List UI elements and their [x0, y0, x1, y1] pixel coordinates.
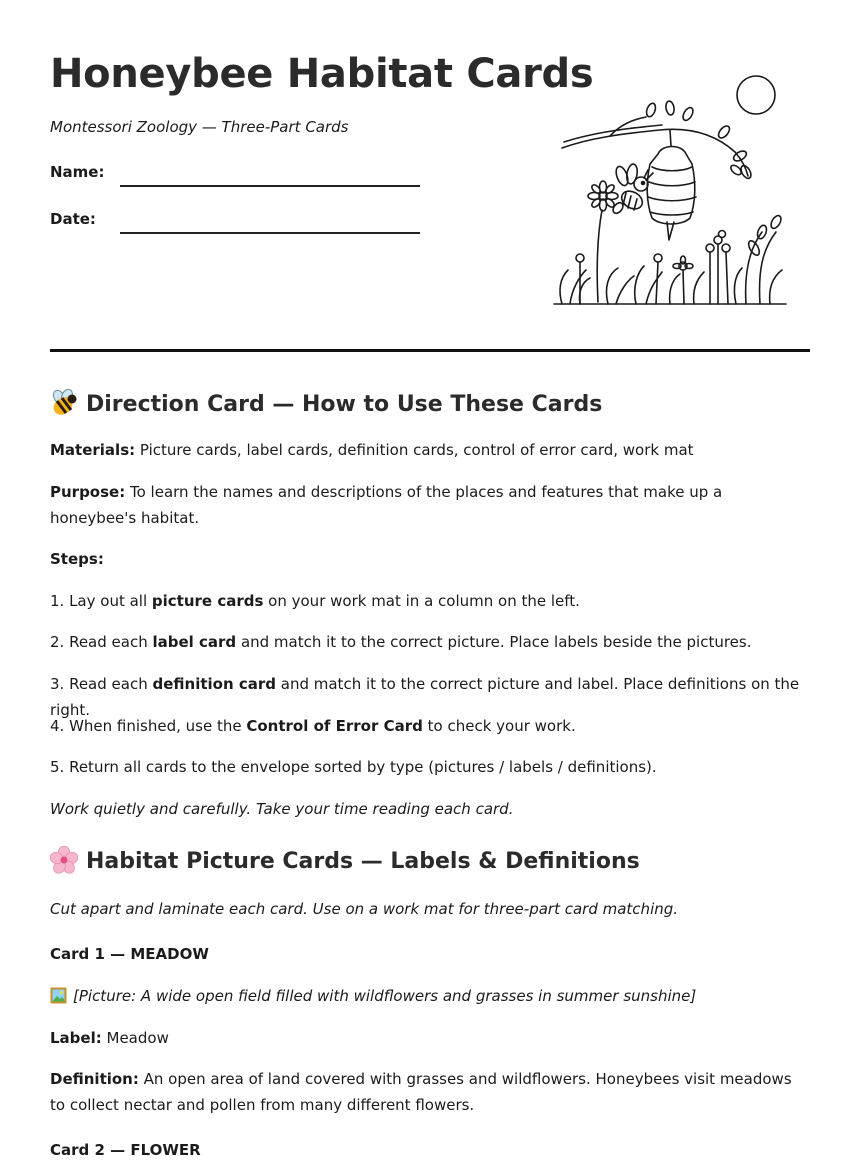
name-field-line[interactable]	[120, 185, 420, 187]
honeybee-hive-garden-illustration	[550, 72, 790, 310]
card-1-definition	[50, 1066, 810, 1118]
step-4-text-end: to check your work.	[422, 717, 576, 735]
step-item	[50, 754, 810, 780]
habitat-heading-text: Habitat Picture Cards — Labels & Definitions	[86, 849, 640, 874]
step-1-text-end: on your work mat in a column on the left.	[263, 592, 580, 610]
page-subtitle: Montessori Zoology — Three-Part Cards	[50, 118, 349, 136]
card-2-title-text: Card 2 — FLOWER	[50, 1141, 201, 1159]
step-item	[50, 588, 810, 614]
card-1-label	[50, 1025, 810, 1051]
step-item	[50, 629, 810, 655]
framed-picture-icon	[50, 987, 67, 1004]
direction-heading-text: Direction Card — How to Use These Cards	[86, 392, 603, 417]
materials-label: Materials:	[50, 441, 136, 459]
card-1-title-text: Card 1 — MEADOW	[50, 945, 209, 963]
step-4-bold: Control of Error Card	[246, 717, 423, 735]
card-2-title	[50, 1137, 810, 1163]
header-divider	[50, 349, 810, 352]
purpose-text: To learn the names and descriptions of the places and features that make up a honeybee's habitat.	[50, 483, 723, 527]
direction-heading	[50, 389, 602, 420]
purpose-paragraph	[50, 479, 810, 531]
card-1-title	[50, 941, 810, 967]
step-2-text: 2. Read each	[50, 633, 153, 651]
step-2-bold: label card	[152, 633, 237, 651]
daisy-flower-icon	[588, 181, 625, 302]
date-field-line[interactable]	[120, 232, 420, 234]
card-1-definition-key: Definition:	[50, 1070, 139, 1088]
steps-label-paragraph	[50, 546, 810, 572]
bee-emoji-icon	[50, 389, 78, 417]
materials-text: Picture cards, label cards, definition cards, control of error card, work mat	[135, 441, 694, 459]
name-label: Name:	[50, 163, 105, 181]
materials-paragraph	[50, 437, 810, 463]
card-1-label-value: Meadow	[101, 1029, 169, 1047]
bee-icon	[614, 163, 653, 212]
cherry-blossom-emoji-icon	[50, 846, 78, 874]
step-2-text-end: and match it to the correct picture. Place labels beside the pictures.	[236, 633, 752, 651]
step-3-bold: definition card	[152, 675, 276, 693]
card-1-picture	[50, 983, 810, 1009]
step-3-text: 3. Read each	[50, 675, 153, 693]
card-1-label-key: Label:	[50, 1029, 102, 1047]
step-3-text-end: and match it to the correct picture and label. Place definitions on the right.	[50, 675, 800, 719]
direction-note: Work quietly and carefully. Take your time reading each card.	[50, 800, 514, 818]
step-1-text: 1. Lay out all	[50, 592, 152, 610]
card-1-picture-text: [Picture: A wide open field filled with wildflowers and grasses in summer sunshine]	[73, 987, 697, 1005]
sun-icon	[737, 76, 775, 114]
steps-label: Steps:	[50, 550, 104, 568]
step-item	[50, 713, 810, 739]
beehive-icon	[647, 130, 696, 240]
step-1-bold: picture cards	[151, 592, 264, 610]
step-4-text: 4. When finished, use the	[50, 717, 247, 735]
page-title: Honeybee Habitat Cards	[50, 51, 594, 97]
habitat-heading	[50, 846, 640, 877]
date-label: Date:	[50, 210, 96, 228]
wildflowers-icon	[554, 214, 786, 304]
card-1-definition-value: An open area of land covered with grasses and wildflowers. Honeybees visit meadows to collect nectar and pollen from many different flowers.	[50, 1070, 792, 1114]
step-5-text: 5. Return all cards to the envelope sorted by type (pictures / labels / definitions).	[50, 758, 657, 776]
habitat-intro: Cut apart and laminate each card. Use on a work mat for three-part card matching.	[50, 900, 679, 918]
purpose-label: Purpose:	[50, 483, 126, 501]
